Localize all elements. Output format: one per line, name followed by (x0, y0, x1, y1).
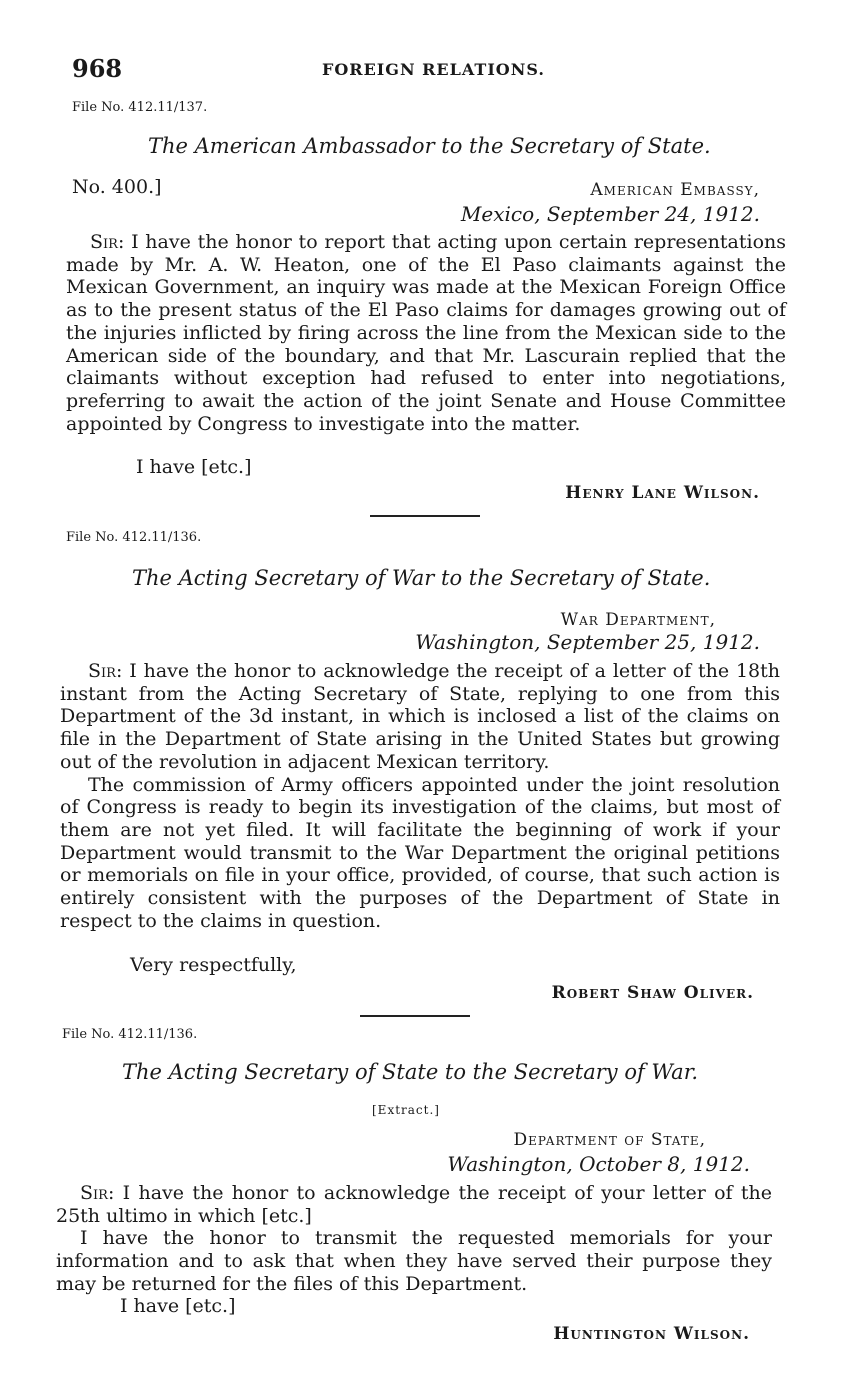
file-number: File No. 412.11/136. (62, 1027, 198, 1042)
file-number: File No. 412.11/137. (72, 100, 208, 115)
body-text: I have the honor to acknowledge the receipt of your letter of the 25th ultimo in which [etc.] (56, 1182, 772, 1227)
extract-note: [Extract.] (372, 1103, 440, 1117)
document-heading: The Acting Secretary of War to the Secretary of State. (132, 566, 711, 590)
letter-body (60, 660, 780, 932)
dispatch-number: No. 400.] (72, 176, 162, 198)
body-text: I have the honor to transmit the requested memorials for your information and to ask that when they have served their purpose they may be returned for the files of this Department. (56, 1227, 772, 1295)
document-heading: The Acting Secretary of State to the Secretary of War. (122, 1060, 699, 1084)
sender-place: War Department, (560, 610, 716, 630)
signature: Henry Lane Wilson. (565, 483, 760, 503)
sender-place: American Embassy, (590, 180, 760, 200)
divider (370, 515, 480, 517)
closing: Very respectfully, (130, 954, 297, 976)
salutation: Sir: (80, 1182, 115, 1204)
letter-body (56, 1182, 772, 1296)
document-heading: The American Ambassador to the Secretary of State. (148, 134, 711, 158)
closing: I have [etc.] (136, 456, 252, 478)
divider (360, 1015, 470, 1017)
signature: Huntington Wilson. (553, 1324, 750, 1344)
body-text: I have the honor to report that acting upon certain representations made by Mr. A. W. Heaton, one of the El Paso claimants against the Mexican Government, an inquiry was made at the Mexican Foreign Office as to the present status of the El Paso claims for damages growing out of the injuries inflicted by firing across the line from the Mexican side to the American side of the boundary, and that Mr. Lascurain replied that the claimants without exception had refused to enter into negotiations, preferring to await the action of the joint Senate and House Committee appointed by Congress to investigate into the matter. (66, 231, 786, 435)
salutation: Sir: (90, 231, 125, 253)
dispatch-date: Mexico, September 24, 1912. (460, 202, 760, 226)
salutation: Sir: (88, 660, 123, 682)
body-text: The commission of Army officers appointed under the joint resolution of Congress is ready to begin its investigation of the claims, but most of them are not yet filed. It will facilitate the beginning of work if your Department would transmit to the War Department the original petitions or memorials on file in your office, provided, of course, that such action is entirely consistent with the purposes of the Department of State in respect to the claims in question. (60, 773, 780, 932)
dispatch-date: Washington, September 25, 1912. (415, 630, 760, 654)
signature: Robert Shaw Oliver. (551, 983, 754, 1003)
running-title: FOREIGN RELATIONS. (322, 60, 545, 79)
body-text: I have the honor to acknowledge the receipt of a letter of the 18th instant from the Acting Secretary of State, replying to one from this Department of the 3d instant, in which is inclosed a list of the claims on file in the Department of State arising in the United States but growing out of the revolution in adjacent Mexican territory. (60, 660, 780, 773)
file-number: File No. 412.11/136. (66, 530, 202, 545)
letter-body (66, 231, 786, 435)
sender-place: Department of State, (513, 1130, 706, 1150)
closing: I have [etc.] (120, 1295, 236, 1317)
page-number: 968 (72, 54, 123, 83)
dispatch-date: Washington, October 8, 1912. (447, 1152, 750, 1176)
